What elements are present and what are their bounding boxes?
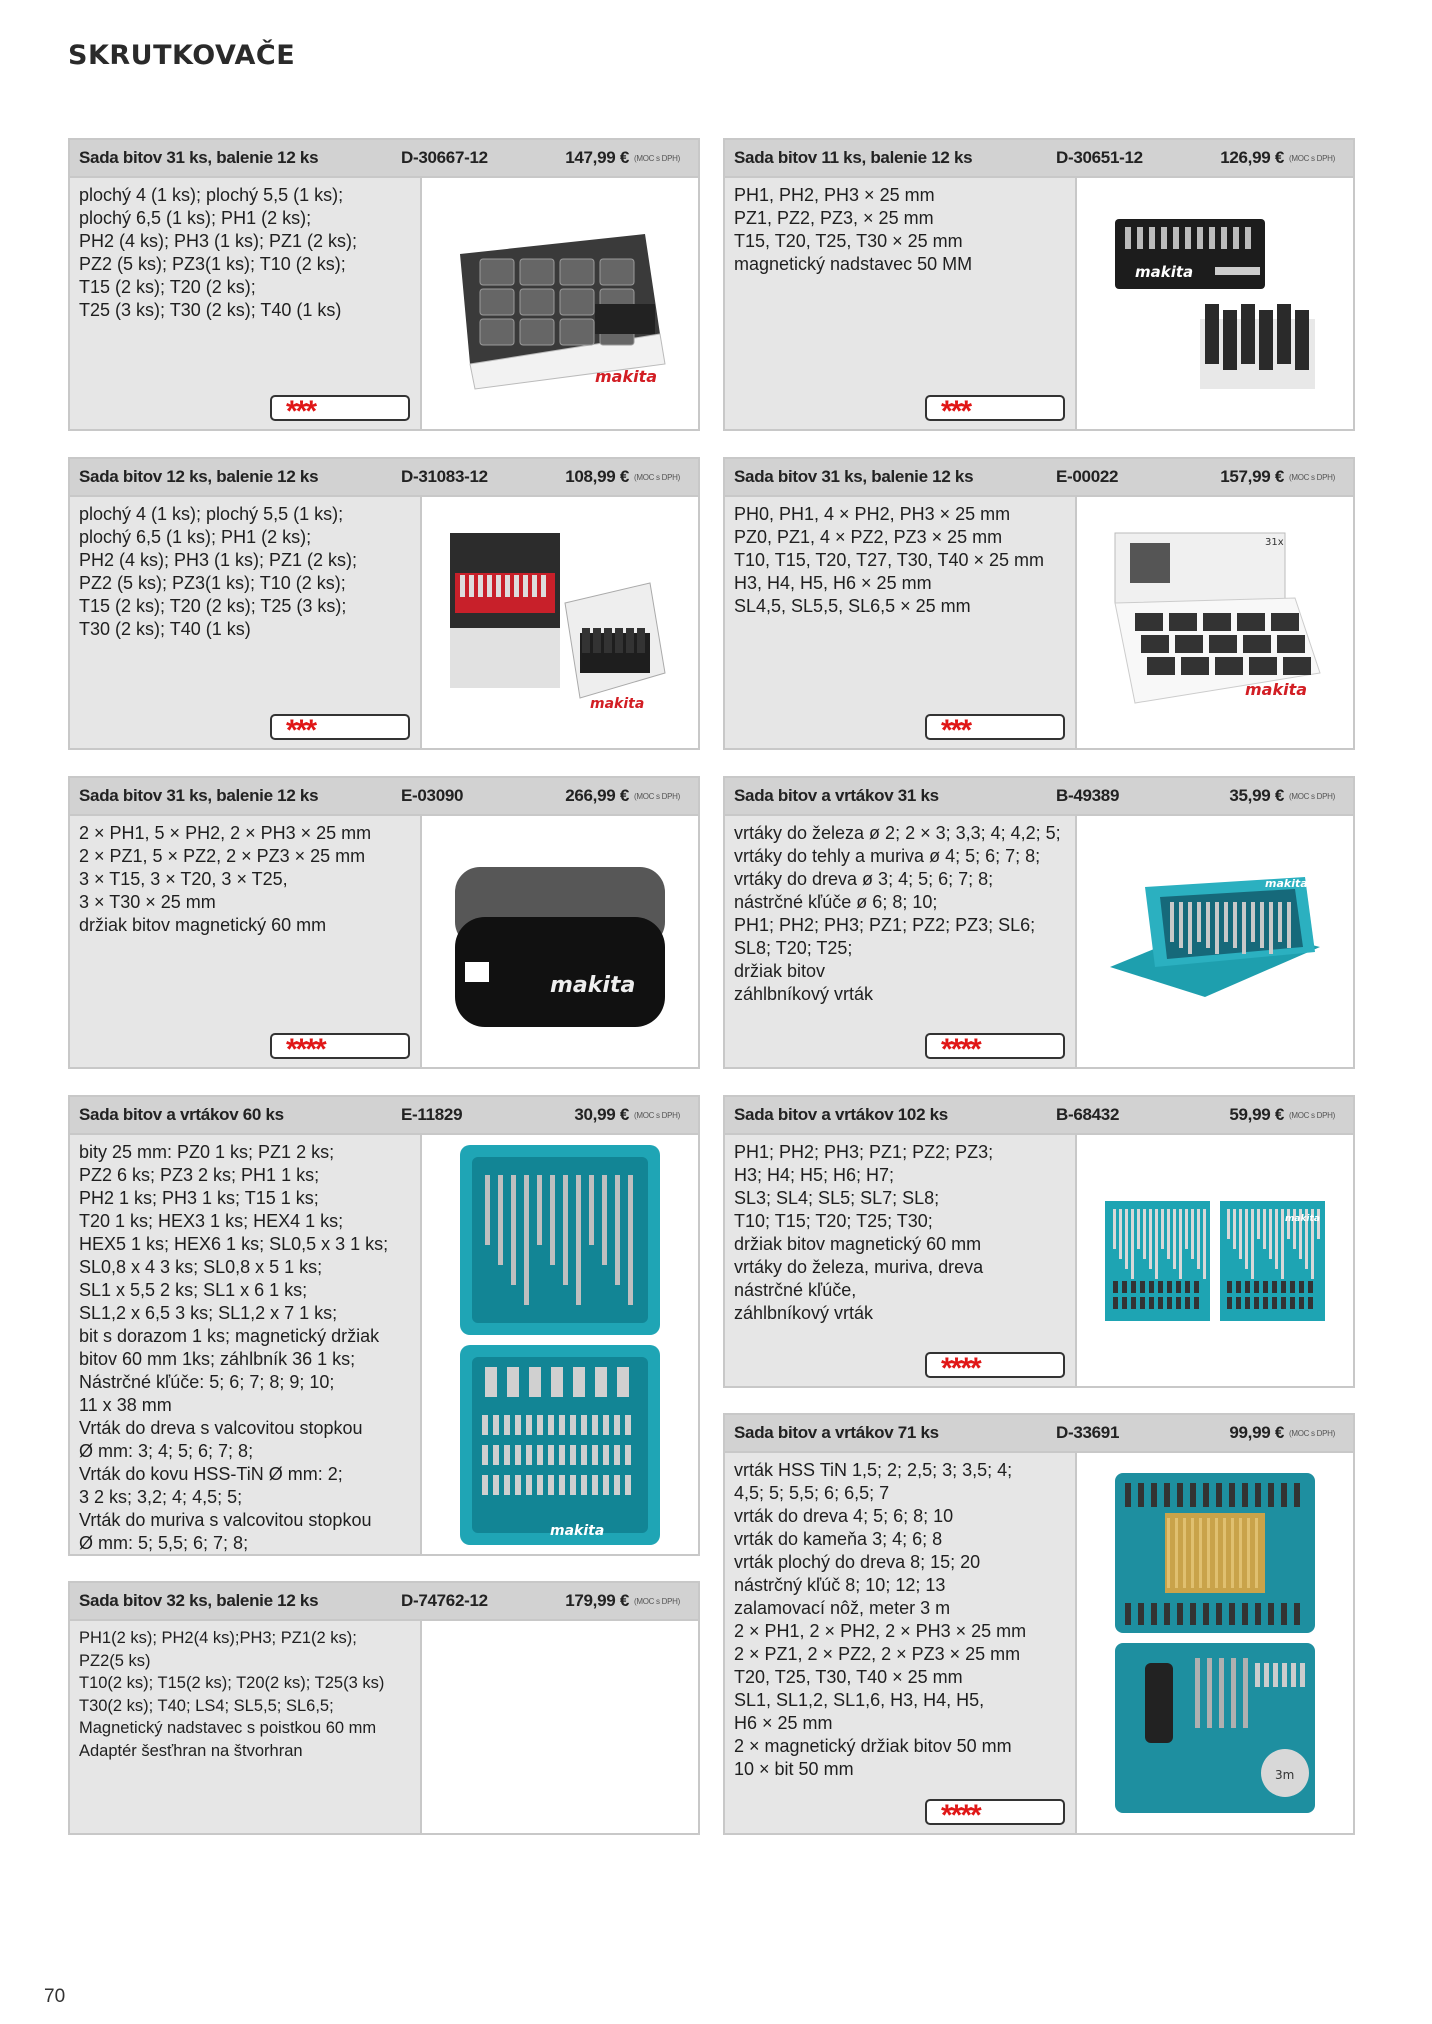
spec-line: SL4,5, SL5,5, SL6,5 × 25 mm: [734, 596, 971, 616]
spec-line: vrtáky do železa, muriva, dreva: [734, 1257, 984, 1277]
product-code: D-74762-12: [401, 1591, 488, 1610]
spec-line: SL0,8 x 4 3 ks; SL0,8 x 5 1 ks;: [79, 1257, 323, 1277]
product-code: D-30651-12: [1056, 148, 1143, 167]
brand-logo-text: makita: [590, 695, 645, 712]
product-price: 157,99 €: [1220, 467, 1284, 486]
spec-line: PH1, PH2, PH3 × 25 mm: [734, 185, 935, 205]
product-card: [68, 457, 700, 750]
spec-line: H3, H4, H5, H6 × 25 mm: [734, 573, 932, 593]
spec-line: Vrták do dreva s valcovitou stopkou: [79, 1418, 363, 1438]
spec-line: H3; H4; H5; H6; H7;: [734, 1165, 895, 1185]
brand-logo-text: makita: [595, 366, 658, 386]
spec-line: T30 (2 ks); T40 (1 ks): [79, 619, 251, 639]
brand-logo-text: makita: [1265, 876, 1308, 890]
spec-line: SL1 x 5,5 2 ks; SL1 x 6 1 ks;: [79, 1280, 308, 1300]
product-name: Sada bitov a vrtákov 102 ks: [734, 1105, 948, 1124]
product-spec-list: [725, 1453, 1077, 1833]
product-spec-list: [725, 178, 1077, 429]
quality-rating-badge: [925, 714, 1065, 740]
quality-rating-badge: [270, 714, 410, 740]
product-price: 126,99 €: [1220, 148, 1284, 167]
product-header: [70, 1097, 698, 1135]
spec-line: 3 × T15, 3 × T20, 3 × T25,: [79, 869, 288, 889]
spec-line: SL8; T20; T25;: [734, 938, 853, 958]
counter-display-box-image: [1095, 523, 1335, 723]
price-note: (MOC s DPH): [634, 153, 681, 163]
spec-line: plochý 6,5 (1 ks); PH1 (2 ks);: [79, 527, 312, 547]
spec-line: PZ2 (5 ks); PZ3(1 ks); T10 (2 ks);: [79, 254, 346, 274]
spec-line: nástrčný kľúč 8; 10; 12; 13: [734, 1575, 946, 1595]
product-price: 30,99 €: [574, 1105, 629, 1124]
spec-line: 2 × PH1, 5 × PH2, 2 × PH3 × 25 mm: [79, 823, 372, 843]
product-spec-list: [725, 497, 1077, 748]
product-image: [1077, 1453, 1353, 1833]
spec-line: vrták plochý do dreva 8; 15; 20: [734, 1552, 981, 1572]
product-image: [422, 497, 698, 748]
quality-rating-badge: [270, 1033, 410, 1059]
spec-line: PZ2 (5 ks); PZ3(1 ks); T10 (2 ks);: [79, 573, 346, 593]
spec-line: HEX5 1 ks; HEX6 1 ks; SL0,5 x 3 1 ks;: [79, 1234, 389, 1254]
product-price: 35,99 €: [1229, 786, 1284, 805]
flat-teal-case-image: [1095, 867, 1335, 1017]
spec-line: SL1, SL1,2, SL1,6, H3, H4, H5,: [734, 1690, 985, 1710]
spec-line: plochý 6,5 (1 ks); PH1 (2 ks);: [79, 208, 312, 228]
quality-rating-badge: [925, 1352, 1065, 1378]
spec-line: 2 × PZ1, 2 × PZ2, 2 × PZ3 × 25 mm: [734, 1644, 1021, 1664]
spec-line: držiak bitov magnetický 60 mm: [79, 915, 327, 935]
spec-line: vrták do dreva 4; 5; 6; 8; 10: [734, 1506, 954, 1526]
spec-line: T10(2 ks); T15(2 ks); T20(2 ks); T25(3 ks): [79, 1674, 385, 1693]
spec-line: plochý 4 (1 ks); plochý 5,5 (1 ks);: [79, 185, 344, 205]
spec-line: H6 × 25 mm: [734, 1713, 833, 1733]
product-name: Sada bitov 11 ks, balenie 12 ks: [734, 148, 973, 167]
product-name: Sada bitov 12 ks, balenie 12 ks: [79, 467, 319, 486]
product-spec-list: [70, 816, 422, 1067]
spec-line: vrtáky do dreva ø 3; 4; 5; 6; 7; 8;: [734, 869, 994, 889]
brand-logo-text: makita: [1135, 262, 1194, 281]
product-price: 108,99 €: [565, 467, 629, 486]
spec-line: PZ2 6 ks; PZ3 2 ks; PH1 1 ks;: [79, 1165, 320, 1185]
display-box-bit-cases-image: [445, 214, 675, 394]
product-price: 179,99 €: [565, 1591, 629, 1610]
product-image: [1077, 497, 1353, 748]
spec-line: T20, T25, T30, T40 × 25 mm: [734, 1667, 963, 1687]
spec-line: Adaptér šesťhran na štvorhran: [79, 1741, 303, 1760]
spec-line: vrták do kameňa 3; 4; 6; 8: [734, 1529, 943, 1549]
product-card: [68, 1581, 700, 1835]
product-image: [1077, 816, 1353, 1067]
spec-line: PH1(2 ks); PH2(4 ks);PH3; PZ1(2 ks);: [79, 1629, 357, 1647]
product-card: [68, 138, 700, 431]
spec-line: nástrčné kľúče,: [734, 1280, 857, 1300]
product-card: [68, 776, 700, 1069]
spec-line: 11 x 38 mm: [79, 1395, 172, 1415]
product-header: [70, 459, 698, 497]
product-card: [723, 457, 1355, 750]
spec-line: PH1; PH2; PH3; PZ1; PZ2; PZ3; SL6;: [734, 915, 1036, 935]
product-card: [68, 1095, 700, 1556]
product-card: [723, 1413, 1355, 1835]
product-code: B-68432: [1056, 1105, 1120, 1124]
product-image: [422, 1621, 698, 1833]
spec-line: Ø mm: 5; 5,5; 6; 7; 8;: [79, 1533, 249, 1553]
spec-line: T30(2 ks); T40; LS4; SL5,5; SL6,5;: [79, 1696, 334, 1715]
product-code: D-31083-12: [401, 467, 488, 486]
spec-line: bitov 60 mm 1ks; záhlbník 36 1 ks;: [79, 1349, 356, 1369]
spec-line: SL1,2 x 6,5 3 ks; SL1,2 x 7 1 ks;: [79, 1303, 338, 1323]
spec-line: T15, T20, T25, T30 × 25 mm: [734, 231, 963, 251]
product-price: 59,99 €: [1229, 1105, 1284, 1124]
product-code: B-49389: [1056, 786, 1120, 805]
spec-line: bit s dorazom 1 ks; magnetický držiak: [79, 1326, 380, 1346]
product-spec-list: [70, 1135, 422, 1554]
spec-line: PZ0, PZ1, 4 × PZ2, PZ3 × 25 mm: [734, 527, 1003, 547]
spec-line: 10 × bit 50 mm: [734, 1759, 854, 1779]
price-note: (MOC s DPH): [1289, 791, 1336, 801]
rating-stars: ***: [286, 714, 316, 740]
wide-teal-case-image: [1095, 1181, 1335, 1341]
open-teal-case-image: [450, 1135, 670, 1555]
spec-line: T25 (3 ks); T30 (2 ks); T40 (1 ks): [79, 300, 342, 320]
page-number: 70: [44, 1986, 66, 2007]
spec-line: magnetický nadstavec 50 MM: [734, 254, 973, 274]
spec-line: 2 × PZ1, 5 × PZ2, 2 × PZ3 × 25 mm: [79, 846, 366, 866]
product-spec-list: [70, 497, 422, 748]
brand-logo-text: makita: [1245, 679, 1308, 699]
spec-line: PH2 (4 ks); PH3 (1 ks); PZ1 (2 ks);: [79, 231, 358, 251]
product-header: [725, 1097, 1353, 1135]
brand-logo-text: makita: [550, 972, 636, 998]
product-code: E-03090: [401, 786, 464, 805]
spec-line: držiak bitov: [734, 961, 826, 981]
product-header: [70, 1583, 698, 1621]
quality-rating-badge: [925, 1799, 1065, 1825]
spec-line: T15 (2 ks); T20 (2 ks);: [79, 277, 256, 297]
product-image: [1077, 1135, 1353, 1386]
spec-line: 2 × magnetický držiak bitov 50 mm: [734, 1736, 1012, 1756]
rating-stars: ***: [941, 395, 971, 421]
spec-line: Magnetický nadstavec s poistkou 60 mm: [79, 1719, 377, 1738]
product-card: [723, 776, 1355, 1069]
spec-line: 2 × PH1, 2 × PH2, 2 × PH3 × 25 mm: [734, 1621, 1027, 1641]
spec-line: 4,5; 5; 5,5; 6; 6,5; 7: [734, 1483, 890, 1503]
svg-text:31x: 31x: [1265, 536, 1284, 548]
red-bit-case-display-image: [440, 523, 680, 723]
spec-line: 3 × T30 × 25 mm: [79, 892, 216, 912]
product-image: [422, 816, 698, 1067]
product-name: Sada bitov 31 ks, balenie 12 ks: [79, 786, 319, 805]
rating-stars: ****: [286, 1033, 325, 1059]
spec-line: bity 25 mm: PZ0 1 ks; PZ1 2 ks;: [79, 1142, 335, 1162]
spec-line: PZ1, PZ2, PZ3, × 25 mm: [734, 208, 934, 228]
product-image: [422, 178, 698, 429]
price-note: (MOC s DPH): [1289, 1428, 1336, 1438]
product-image: [422, 1135, 698, 1554]
product-header: [725, 778, 1353, 816]
spec-line: Vrták do kovu HSS-TiN Ø mm: 2;: [79, 1464, 343, 1484]
spec-line: vrták HSS TiN 1,5; 2; 2,5; 3; 3,5; 4;: [734, 1460, 1013, 1480]
product-price: 147,99 €: [565, 148, 629, 167]
product-price: 99,99 €: [1229, 1423, 1284, 1442]
spec-line: PH1; PH2; PH3; PZ1; PZ2; PZ3;: [734, 1142, 994, 1162]
spec-line: 3 2 ks; 3,2; 4; 4,5; 5;: [79, 1487, 243, 1507]
quality-rating-badge: [270, 395, 410, 421]
spec-line: PH0, PH1, 4 × PH2, PH3 × 25 mm: [734, 504, 1011, 524]
spec-line: plochý 4 (1 ks); plochý 5,5 (1 ks);: [79, 504, 344, 524]
spec-line: nástrčné kľúče ø 6; 8; 10;: [734, 892, 938, 912]
price-note: (MOC s DPH): [1289, 1110, 1336, 1120]
spec-line: záhlbníkový vrták: [734, 984, 874, 1004]
rating-stars: ****: [941, 1033, 980, 1059]
spec-line: záhlbníkový vrták: [734, 1303, 874, 1323]
price-note: (MOC s DPH): [634, 1110, 681, 1120]
product-spec-list: [70, 178, 422, 429]
tall-teal-case-image: [1105, 1463, 1325, 1823]
product-header: [70, 140, 698, 178]
rating-stars: ***: [941, 714, 971, 740]
rating-stars: ****: [941, 1799, 980, 1825]
product-card: [723, 1095, 1355, 1388]
product-code: E-11829: [401, 1105, 463, 1124]
product-name: Sada bitov a vrtákov 60 ks: [79, 1105, 284, 1124]
product-name: Sada bitov 31 ks, balenie 12 ks: [79, 148, 319, 167]
rating-stars: ***: [286, 395, 316, 421]
product-header: [70, 778, 698, 816]
product-header: [725, 140, 1353, 178]
spec-line: vrtáky do tehly a muriva ø 4; 5; 6; 7; 8;: [734, 846, 1041, 866]
product-code: E-00022: [1056, 467, 1119, 486]
spec-line: SL3; SL4; SL5; SL7; SL8;: [734, 1188, 940, 1208]
spec-line: T10; T15; T20; T25; T30;: [734, 1211, 933, 1231]
spec-line: T10, T15, T20, T27, T30, T40 × 25 mm: [734, 550, 1045, 570]
svg-text:3m: 3m: [1275, 1768, 1295, 1782]
brand-logo-text: makita: [1285, 1213, 1320, 1224]
spec-line: Vrták do muriva s valcovitou stopkou: [79, 1510, 372, 1530]
spec-line: PH2 1 ks; PH3 1 ks; T15 1 ks;: [79, 1188, 319, 1208]
battery-shaped-case-image: [440, 842, 680, 1042]
spec-line: T15 (2 ks); T20 (2 ks); T25 (3 ks);: [79, 596, 347, 616]
price-note: (MOC s DPH): [634, 472, 681, 482]
product-name: Sada bitov 32 ks, balenie 12 ks: [79, 1591, 319, 1610]
product-header: [725, 1415, 1353, 1453]
price-note: (MOC s DPH): [1289, 153, 1336, 163]
brand-logo-text: makita: [550, 1522, 605, 1539]
quality-rating-badge: [925, 395, 1065, 421]
product-spec-list: [70, 1621, 422, 1833]
spec-line: PZ2(5 ks): [79, 1651, 151, 1670]
quality-rating-badge: [925, 1033, 1065, 1059]
spec-line: Ø mm: 3; 4; 5; 6; 7; 8;: [79, 1441, 254, 1461]
product-code: D-30667-12: [401, 148, 488, 167]
page-title: SKRUTKOVAČE: [68, 40, 296, 71]
price-note: (MOC s DPH): [1289, 472, 1336, 482]
product-spec-list: [725, 1135, 1077, 1386]
product-name: Sada bitov a vrtákov 71 ks: [734, 1423, 939, 1442]
price-note: (MOC s DPH): [634, 1596, 681, 1606]
product-price: 266,99 €: [565, 786, 629, 805]
rating-stars: ****: [941, 1352, 980, 1378]
product-name: Sada bitov a vrtákov 31 ks: [734, 786, 939, 805]
product-name: Sada bitov 31 ks, balenie 12 ks: [734, 467, 974, 486]
spec-line: vrtáky do železa ø 2; 2 × 3; 3,3; 4; 4,2; 5;: [734, 823, 1061, 843]
product-image: [1077, 178, 1353, 429]
spec-line: PH2 (4 ks); PH3 (1 ks); PZ1 (2 ks);: [79, 550, 358, 570]
spec-line: Nástrčné kľúče: 5; 6; 7; 8; 9; 10;: [79, 1372, 335, 1392]
product-header: [725, 459, 1353, 497]
bit-holder-display-image: [1105, 209, 1325, 399]
price-note: (MOC s DPH): [634, 791, 681, 801]
product-spec-list: [725, 816, 1077, 1067]
product-code: D-33691: [1056, 1423, 1120, 1442]
product-card: [723, 138, 1355, 431]
spec-line: T20 1 ks; HEX3 1 ks; HEX4 1 ks;: [79, 1211, 344, 1231]
spec-line: zalamovací nôž, meter 3 m: [734, 1598, 951, 1618]
spec-line: držiak bitov magnetický 60 mm: [734, 1234, 982, 1254]
